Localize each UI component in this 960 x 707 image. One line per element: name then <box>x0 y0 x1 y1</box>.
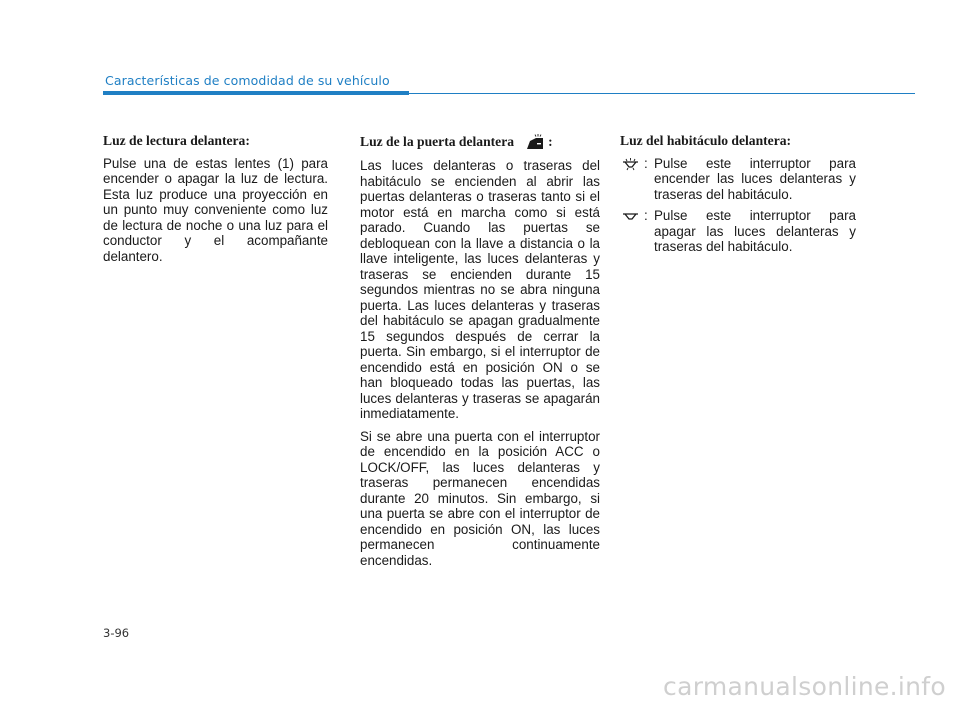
room-lamp-on-icon <box>620 157 644 171</box>
page-number: 3-96 <box>103 626 130 640</box>
room-lamp-on-item <box>620 156 856 203</box>
door-light-heading-colon: : <box>548 134 553 150</box>
column-reading-light <box>103 133 328 271</box>
room-lamp-heading <box>620 133 856 149</box>
door-light-heading <box>360 133 600 151</box>
column-room-lamp <box>620 133 856 261</box>
room-lamp-off-colon: : <box>644 208 648 223</box>
room-lamp-off-icon <box>620 209 644 223</box>
reading-light-heading <box>103 133 328 149</box>
door-light-paragraph-1: Las luces delanteras o traseras del habitáculo se encienden al abrir las puertas delanteras o traseras tanto si el motor está en marcha como si está parado. Cuando las puertas se debloquean con la llave a distancia o la llave inteligente, las luces delanteras y traseras se encienden durante 15 segundos mientras no se abra ninguna puerta. Las luces delanteras y traseras del habitáculo se apagan gradualmente 15 segundos después de cerrar la puerta. Sin embargo, si el interruptor de encendido está en posición ON o se han bloqueado todas las puertas, las luces delanteras y traseras se apagarán inmediatamente. <box>360 158 600 421</box>
door-light-heading-text: Luz de la puerta delantera <box>360 134 515 150</box>
room-lamp-off-text: Pulse este interruptor para apagar las luces delanteras y traseras del habitáculo. <box>654 208 856 254</box>
column-door-light <box>360 133 600 575</box>
room-lamp-on-text: Pulse este interruptor para encender las luces delanteras y traseras del habitáculo. <box>654 155 856 202</box>
reading-light-heading-text: Luz de lectura delantera: <box>103 133 250 148</box>
header-rule-accent <box>103 91 409 95</box>
door-light-paragraph-2: Si se abre una puerta con el interruptor de encendido en la posición ACC o LOCK/OFF, las luces delanteras y traseras permanecen encendidas durante 20 minutos. Sin embargo, si una puerta se abre con el interruptor de encendido en posición ON, las luces permanecen continuamente encendidas. <box>360 428 600 568</box>
room-lamp-heading-text: Luz del habitáculo delantera: <box>620 133 792 148</box>
reading-light-paragraph: Pulse una de estas lentes (1) para encender o apagar la luz de lectura. Esta luz produce una proyección en un punto muy conveniente como luz de lectura de noche o una luz para el conductor y el acompañante delantero. <box>103 155 328 264</box>
section-title: Características de comodidad de su vehículo <box>105 73 390 88</box>
room-lamp-on-colon: : <box>644 155 648 171</box>
header-rule-line <box>409 93 915 94</box>
door-light-icon <box>524 133 546 151</box>
watermark: carmanualsonline.info <box>663 672 946 701</box>
room-lamp-off-item <box>620 208 856 255</box>
